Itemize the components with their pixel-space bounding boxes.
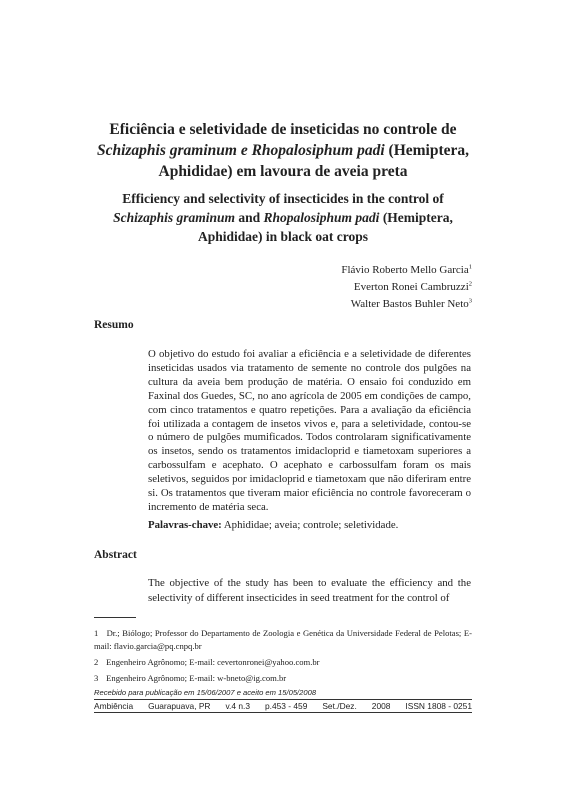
footnote-divider bbox=[94, 617, 136, 618]
footer-pages: p.453 - 459 bbox=[264, 701, 308, 711]
keywords bbox=[148, 519, 471, 533]
footer-top-rule bbox=[94, 699, 472, 700]
footer-city: Guarapuava, PR bbox=[148, 701, 211, 711]
keywords-label: Palavras-chave: bbox=[148, 519, 222, 531]
footer-bottom-rule bbox=[94, 712, 472, 713]
footnotes bbox=[94, 627, 472, 688]
footnote-text: Engenheiro Agrônomo; E-mail: w-bneto@ig.com.br bbox=[106, 673, 287, 683]
author bbox=[341, 296, 472, 313]
author-name: Flávio Roberto Mello Garcia bbox=[341, 264, 469, 276]
footnote bbox=[94, 672, 472, 685]
author-affiliation-mark: 2 bbox=[468, 280, 472, 288]
abstract-text: The objective of the study has been to evaluate the efficiency and the selectivity of different insecticides in seed treatment for the control of bbox=[148, 577, 471, 604]
footer-year: 2008 bbox=[371, 701, 391, 711]
footer-volume: v.4 n.3 bbox=[225, 701, 250, 711]
title-en-line3: Aphididae) in black oat crops bbox=[197, 229, 369, 244]
keywords-list: Aphididae; aveia; controle; seletividade. bbox=[221, 519, 399, 531]
footnote bbox=[94, 656, 472, 669]
journal-footer bbox=[94, 701, 472, 711]
footnote-text: Dr.; Biólogo; Professor do Departamento de Zoologia e Genética da Universidade Federal de Pelotas; E-mail: flavio.garcia@pq.cnpq.br bbox=[94, 628, 472, 651]
title-pt-line2 bbox=[90, 140, 476, 161]
author-list bbox=[341, 262, 472, 313]
author-name: Walter Bastos Buhler Neto bbox=[350, 298, 469, 310]
article-title-english bbox=[90, 189, 476, 246]
resumo-heading: Resumo bbox=[94, 319, 134, 331]
title-pt-line2-rest: (Hemiptera, bbox=[384, 142, 470, 159]
footnote-text: Engenheiro Agrônomo; E-mail: cevertonronei@yahoo.com.br bbox=[106, 657, 320, 667]
author bbox=[341, 279, 472, 296]
author bbox=[341, 262, 472, 279]
author-affiliation-mark: 3 bbox=[468, 297, 472, 305]
title-pt-species: Schizaphis graminum e Rhopalosiphum padi bbox=[96, 142, 385, 159]
abstract-heading: Abstract bbox=[94, 549, 137, 561]
footer-date: Set./Dez. bbox=[322, 701, 357, 711]
footer-journal: Ambiência bbox=[94, 701, 134, 711]
author-affiliation-mark: 1 bbox=[468, 263, 472, 271]
resumo-text: O objetivo do estudo foi avaliar a eficiência e a seletividade de diferentes inseticidas usados via tratamento de semente no controle dos pulgões na cultura da aveia bem produção de matéria. O ensaio foi conduzido em Faxinal dos Guedes, SC, no ano agrícola de 2005 em condições de campo, com cinco tratamentos e quatro repetições. Para a avaliação da eficiência foi utilizada a contagem de insetos vivos e, para a seletividade, contou-se o número de pulgões mumificados. Todos controlaram significativamente os insetos, sendo os tratamentos imidacloprid e tiametoxam superiores a carbossulfam e acephato. O acephato e carbossulfam foram os mais seletivos, seguidos por imidacloprid e tiametoxam que não diferiram entre si. Os tratamentos que tiveram maior eficiência no controle favoreceram o incremento de matéria seca. bbox=[148, 348, 471, 513]
title-en-line1: Efficiency and selectivity of insecticides in the control of bbox=[122, 191, 444, 206]
footnote bbox=[94, 627, 472, 653]
footnote-number: 1 bbox=[94, 628, 99, 638]
received-date-note: Recebido para publicação em 15/06/2007 e aceito em 15/05/2008 bbox=[94, 688, 317, 697]
footnote-number: 2 bbox=[94, 657, 99, 667]
title-pt-line3: Aphididae) em lavoura de aveia preta bbox=[158, 163, 408, 180]
title-en-line2 bbox=[90, 208, 476, 227]
author-name: Everton Ronei Cambruzzi bbox=[353, 281, 469, 293]
title-pt-line1: Eficiência e seletividade de inseticidas no controle de bbox=[109, 121, 457, 138]
article-title-portuguese bbox=[90, 119, 476, 182]
title-en-species2: Rhopalosiphum padi bbox=[263, 210, 380, 225]
footer-issn: ISSN 1808 - 0251 bbox=[405, 701, 472, 711]
title-en-species1: Schizaphis graminum bbox=[113, 210, 235, 225]
title-en-line2-rest: (Hemiptera, bbox=[379, 210, 453, 225]
footnote-number: 3 bbox=[94, 673, 99, 683]
title-en-and: and bbox=[234, 210, 264, 225]
